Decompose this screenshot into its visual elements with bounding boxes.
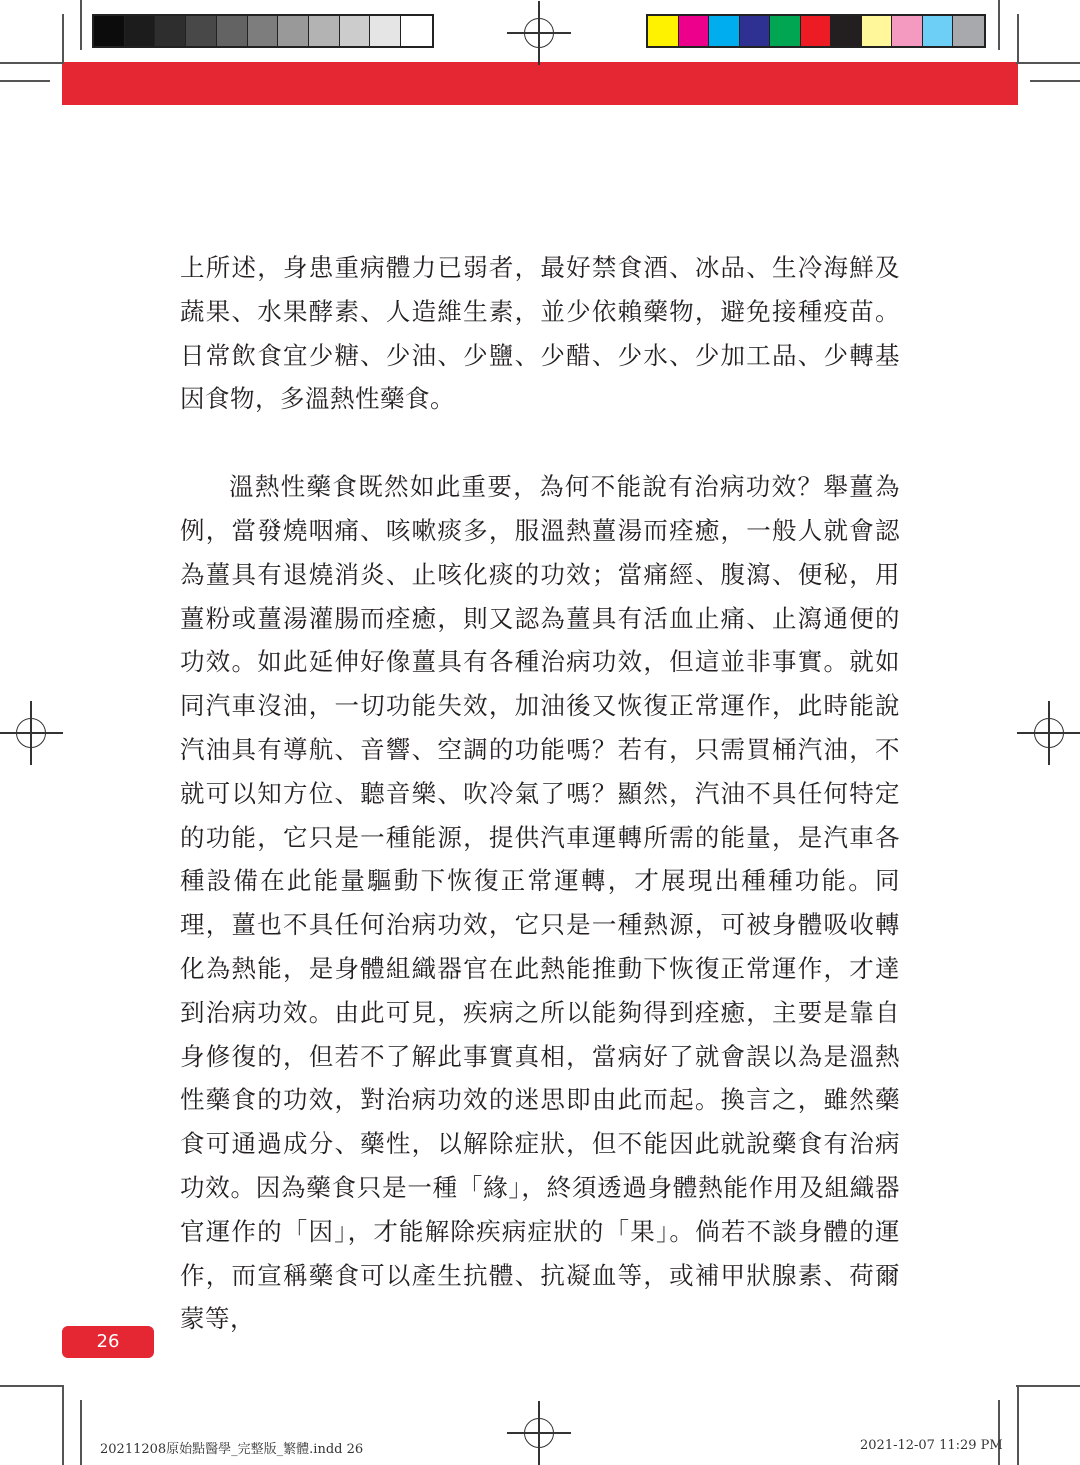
color-swatch [923,16,954,46]
crop-mark [0,62,64,64]
crop-mark [998,0,1000,50]
color-swatch [679,16,710,46]
crop-mark [1017,1385,1019,1465]
page-number: 26 [62,1326,154,1358]
color-swatch [953,16,984,46]
crop-mark [62,14,64,64]
body-text [180,246,900,1341]
gray-swatch [340,16,371,46]
crop-mark [62,1385,64,1465]
gray-swatch [94,16,125,46]
color-calibration-bar [646,14,986,48]
color-swatch [801,16,832,46]
color-swatch [770,16,801,46]
crop-mark [1030,80,1080,82]
paragraph-2: 溫熱性藥食既然如此重要，為何不能說有治病功效？舉薑為例，當發燒咽痛、咳嗽痰多，服溫熱薑湯而痊癒，一般人就會認為薑具有退燒消炎、止咳化痰的功效；當痛經、腹瀉、便秘，用薑粉或薑湯灌腸而痊癒，則又認為薑具有活血止痛、止瀉通便的功效。如此延伸好像薑具有各種治病功效，但這並非事實。就如同汽車沒油，一切功能失效，加油後又恢復正常運作，此時能說汽油具有導航、音響、空調的功能嗎？若有，只需買桶汽油，不就可以知方位、聽音樂、吹冷氣了嗎？顯然，汽油不具任何特定的功能，它只是一種能源，提供汽車運轉所需的能量，是汽車各種設備在此能量驅動下恢復正常運轉，才展現出種種功能。同理，薑也不具任何治病功效，它只是一種熱源，可被身體吸收轉化為熱能，是身體組織器官在此熱能推動下恢復正常運作，才達到治病功效。由此可見，疾病之所以能夠得到痊癒，主要是靠自身修復的，但若不了解此事實真相，當病好了就會誤以為是溫熱性藥食的功效，對治病功效的迷思即由此而起。換言之，雖然藥食可通過成分、藥性，以解除症狀，但不能因此就說藥食有治病功效。因為藥食只是一種「緣」，終須透過身體熱能作用及組織器官運作的「因」，才能解除疾病症狀的「果」。倘若不談身體的運作，而宣稱藥食可以產生抗體、抗凝血等，或補甲狀腺素、荷爾蒙等， [180,472,900,1334]
footer-timestamp: 2021-12-07 11:29 PM [860,1438,1003,1453]
color-swatch [709,16,740,46]
color-swatch [862,16,893,46]
gray-swatch [248,16,279,46]
color-swatch [648,16,679,46]
crop-mark [1017,14,1019,64]
footer-file-info: 20211208原始點醫學_完整版_繁體.indd 26 [100,1442,364,1457]
gray-swatch [155,16,186,46]
gray-swatch [125,16,156,46]
gray-swatch [186,16,217,46]
crop-mark [0,80,50,82]
registration-mark-bottom [524,1418,554,1448]
gray-swatch [278,16,309,46]
color-swatch [892,16,923,46]
crop-mark [80,0,82,50]
crop-mark [1016,62,1080,64]
grayscale-calibration-bar [92,14,434,48]
paragraph-1: 上所述，身患重病體力已弱者，最好禁食酒、冰品、生冷海鮮及蔬果、水果酵素、人造維生素，並少依賴藥物，避免接種疫苗。日常飲食宜少糖、少油、少鹽、少醋、少水、少加工品、少轉基因食物，多溫熱性藥食。 [180,253,900,414]
gray-swatch [217,16,248,46]
crop-mark [998,1400,1000,1465]
crop-mark [80,1400,82,1465]
color-swatch [740,16,771,46]
header-band [62,62,1018,105]
color-swatch [831,16,862,46]
crop-mark [1016,1385,1080,1387]
registration-mark-right [1034,718,1064,748]
gray-swatch [401,16,432,46]
gray-swatch [370,16,401,46]
registration-mark-left [16,718,46,748]
registration-mark-top [524,18,554,48]
gray-swatch [309,16,340,46]
crop-mark [0,1385,64,1387]
